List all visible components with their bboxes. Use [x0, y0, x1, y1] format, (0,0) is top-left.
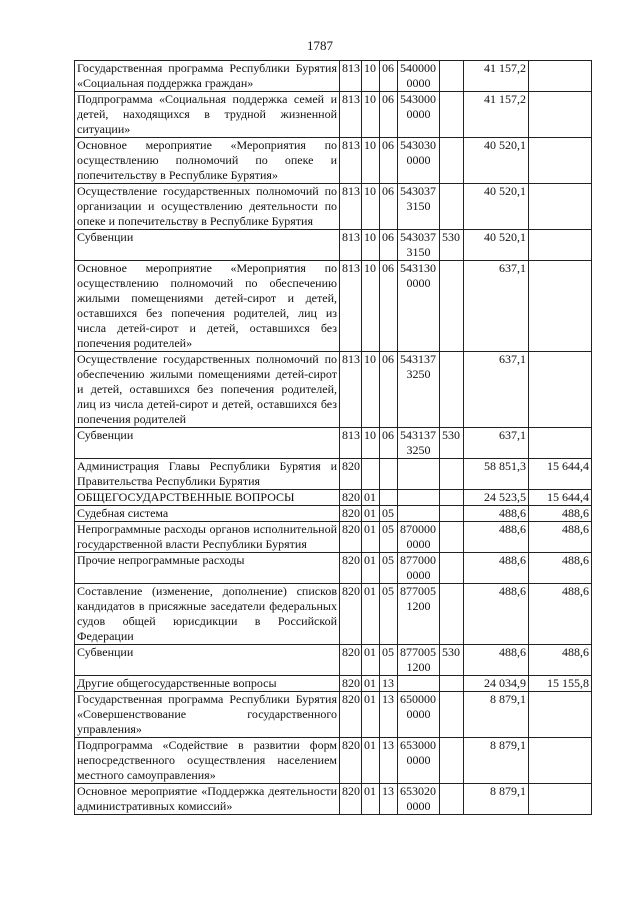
table-row — [75, 428, 592, 459]
row-subvention-amount-cell — [529, 92, 592, 138]
row-target-article-cell — [398, 506, 440, 522]
table-body — [75, 61, 592, 815]
row-expense-type-cell — [440, 459, 464, 490]
row-subsection-cell: 06 — [380, 428, 398, 459]
table-row — [75, 230, 592, 261]
table-row — [75, 584, 592, 645]
row-amount-cell: 41 157,2 — [464, 92, 529, 138]
row-amount-cell: 40 520,1 — [464, 230, 529, 261]
row-expense-type-cell: 530 — [440, 645, 464, 676]
row-subsection-cell: 13 — [380, 692, 398, 738]
row-subvention-amount-cell — [529, 230, 592, 261]
row-name-cell: Субвенции — [75, 645, 340, 676]
row-subvention-amount-cell: 488,6 — [529, 506, 592, 522]
target-article-suffix: 0000 — [406, 76, 431, 90]
target-article-code: 543030 — [400, 138, 436, 152]
row-section-cell: 10 — [362, 352, 380, 428]
row-grbs-cell: 820 — [340, 645, 362, 676]
table-row — [75, 506, 592, 522]
target-article-code: 543000 — [400, 92, 436, 106]
row-section-cell: 10 — [362, 138, 380, 184]
row-section-cell: 01 — [362, 784, 380, 815]
row-expense-type-cell — [440, 261, 464, 352]
row-subvention-amount-cell: 15 644,4 — [529, 490, 592, 506]
row-target-article-cell — [398, 230, 440, 261]
row-expense-type-cell: 530 — [440, 428, 464, 459]
row-target-article-cell — [398, 784, 440, 815]
target-article-suffix: 0000 — [406, 753, 431, 767]
row-subsection-cell: 06 — [380, 261, 398, 352]
row-subvention-amount-cell: 488,6 — [529, 584, 592, 645]
row-grbs-cell: 820 — [340, 738, 362, 784]
row-section-cell: 01 — [362, 738, 380, 784]
row-expense-type-cell — [440, 61, 464, 92]
row-amount-cell: 8 879,1 — [464, 738, 529, 784]
row-expense-type-cell — [440, 522, 464, 553]
row-section-cell: 10 — [362, 261, 380, 352]
row-subsection-cell — [380, 490, 398, 506]
row-subvention-amount-cell — [529, 784, 592, 815]
row-section-cell: 01 — [362, 676, 380, 692]
row-name-cell: Основное мероприятие «Мероприятия по осуществлению полномочий по опеке и попечительству в Республике Бурятия» — [75, 138, 340, 184]
row-name-cell: Подпрограмма «Содействие в развитии форм непосредственного осуществления населением местного самоуправления» — [75, 738, 340, 784]
target-article-suffix: 0000 — [406, 799, 431, 813]
row-subsection-cell: 05 — [380, 522, 398, 553]
row-section-cell: 01 — [362, 645, 380, 676]
row-grbs-cell: 813 — [340, 428, 362, 459]
row-expense-type-cell — [440, 352, 464, 428]
row-subvention-amount-cell: 15 155,8 — [529, 676, 592, 692]
row-section-cell: 01 — [362, 553, 380, 584]
row-target-article-cell — [398, 92, 440, 138]
row-subsection-cell: 06 — [380, 61, 398, 92]
row-amount-cell: 40 520,1 — [464, 184, 529, 230]
row-grbs-cell: 813 — [340, 138, 362, 184]
row-expense-type-cell — [440, 676, 464, 692]
row-grbs-cell: 813 — [340, 261, 362, 352]
row-subsection-cell: 06 — [380, 92, 398, 138]
row-amount-cell: 8 879,1 — [464, 692, 529, 738]
row-amount-cell: 40 520,1 — [464, 138, 529, 184]
row-amount-cell: 488,6 — [464, 553, 529, 584]
target-article-code: 543137 — [400, 352, 436, 366]
row-grbs-cell: 820 — [340, 584, 362, 645]
row-expense-type-cell — [440, 138, 464, 184]
target-article-suffix: 0000 — [406, 707, 431, 721]
row-subvention-amount-cell: 488,6 — [529, 522, 592, 553]
target-article-code: 650000 — [400, 692, 436, 706]
row-grbs-cell: 813 — [340, 352, 362, 428]
target-article-suffix: 0000 — [406, 276, 431, 290]
table-row — [75, 261, 592, 352]
target-article-suffix: 1200 — [406, 660, 431, 674]
row-target-article-cell — [398, 352, 440, 428]
target-article-code: 877005 — [400, 645, 436, 659]
row-amount-cell: 637,1 — [464, 352, 529, 428]
row-target-article-cell — [398, 522, 440, 553]
row-section-cell: 01 — [362, 692, 380, 738]
target-article-suffix: 1200 — [406, 599, 431, 613]
row-name-cell: Другие общегосударственные вопросы — [75, 676, 340, 692]
row-amount-cell: 41 157,2 — [464, 61, 529, 92]
row-target-article-cell — [398, 692, 440, 738]
row-grbs-cell: 813 — [340, 61, 362, 92]
row-target-article-cell — [398, 490, 440, 506]
target-article-suffix: 0000 — [406, 537, 431, 551]
target-article-code: 543037 — [400, 184, 436, 198]
row-target-article-cell — [398, 261, 440, 352]
row-amount-cell: 488,6 — [464, 645, 529, 676]
row-section-cell: 01 — [362, 522, 380, 553]
table-row — [75, 92, 592, 138]
target-article-code: 543037 — [400, 230, 436, 244]
target-article-suffix: 0000 — [406, 568, 431, 582]
row-expense-type-cell — [440, 490, 464, 506]
row-section-cell: 01 — [362, 506, 380, 522]
table-row — [75, 184, 592, 230]
row-section-cell: 10 — [362, 230, 380, 261]
row-amount-cell: 8 879,1 — [464, 784, 529, 815]
row-name-cell: Государственная программа Республики Бурятия «Социальная поддержка граждан» — [75, 61, 340, 92]
row-name-cell: Непрограммные расходы органов исполнительной государственной власти Республики Бурятия — [75, 522, 340, 553]
target-article-suffix: 0000 — [406, 153, 431, 167]
row-section-cell: 10 — [362, 428, 380, 459]
table-row — [75, 522, 592, 553]
row-subsection-cell: 06 — [380, 138, 398, 184]
target-article-code: 653000 — [400, 738, 436, 752]
row-expense-type-cell — [440, 584, 464, 645]
row-grbs-cell: 820 — [340, 490, 362, 506]
row-subvention-amount-cell — [529, 738, 592, 784]
row-subsection-cell: 05 — [380, 506, 398, 522]
page-number: 1787 — [307, 38, 333, 53]
table-row — [75, 676, 592, 692]
row-section-cell: 10 — [362, 61, 380, 92]
row-subvention-amount-cell — [529, 138, 592, 184]
row-subsection-cell: 06 — [380, 184, 398, 230]
target-article-suffix: 3150 — [406, 199, 431, 213]
target-article-code: 653020 — [400, 784, 436, 798]
row-target-article-cell — [398, 738, 440, 784]
row-amount-cell: 637,1 — [464, 428, 529, 459]
row-grbs-cell: 820 — [340, 553, 362, 584]
row-target-article-cell — [398, 184, 440, 230]
row-amount-cell: 488,6 — [464, 584, 529, 645]
row-section-cell — [362, 459, 380, 490]
table-row — [75, 61, 592, 92]
table-row — [75, 784, 592, 815]
row-grbs-cell: 813 — [340, 184, 362, 230]
row-subvention-amount-cell — [529, 261, 592, 352]
row-subsection-cell — [380, 459, 398, 490]
row-expense-type-cell — [440, 784, 464, 815]
target-article-suffix: 3250 — [406, 367, 431, 381]
row-amount-cell: 637,1 — [464, 261, 529, 352]
row-subvention-amount-cell: 488,6 — [529, 645, 592, 676]
target-article-code: 543137 — [400, 428, 436, 442]
table-row — [75, 490, 592, 506]
row-amount-cell: 488,6 — [464, 506, 529, 522]
row-section-cell: 01 — [362, 584, 380, 645]
row-subsection-cell: 05 — [380, 584, 398, 645]
row-name-cell: ОБЩЕГОСУДАРСТВЕННЫЕ ВОПРОСЫ — [75, 490, 340, 506]
row-subsection-cell: 05 — [380, 553, 398, 584]
row-name-cell: Государственная программа Республики Бурятия «Совершенствование государственного управления» — [75, 692, 340, 738]
table-row — [75, 138, 592, 184]
table-row — [75, 692, 592, 738]
row-name-cell: Основное мероприятие «Поддержка деятельности административных комиссий» — [75, 784, 340, 815]
target-article-code: 877005 — [400, 584, 436, 598]
row-amount-cell: 488,6 — [464, 522, 529, 553]
table-row — [75, 352, 592, 428]
row-subvention-amount-cell — [529, 61, 592, 92]
row-name-cell: Осуществление государственных полномочий по обеспечению жилыми помещениями детей-сирот и детей, оставшихся без попечения родителей, лиц из числа детей-сирот и детей, оставшихся без попечения родителей — [75, 352, 340, 428]
row-target-article-cell — [398, 459, 440, 490]
target-article-suffix: 3150 — [406, 245, 431, 259]
row-grbs-cell: 820 — [340, 692, 362, 738]
row-subsection-cell: 06 — [380, 230, 398, 261]
row-section-cell: 10 — [362, 92, 380, 138]
row-subsection-cell: 13 — [380, 676, 398, 692]
row-expense-type-cell — [440, 92, 464, 138]
row-grbs-cell: 820 — [340, 522, 362, 553]
row-expense-type-cell — [440, 553, 464, 584]
target-article-code: 543130 — [400, 261, 436, 275]
row-target-article-cell — [398, 553, 440, 584]
row-expense-type-cell — [440, 738, 464, 784]
row-target-article-cell — [398, 61, 440, 92]
table-row — [75, 553, 592, 584]
row-name-cell: Составление (изменение, дополнение) списков кандидатов в присяжные заседатели федеральных судов общей юрисдикции в Российской Федерации — [75, 584, 340, 645]
row-subvention-amount-cell — [529, 184, 592, 230]
row-grbs-cell: 820 — [340, 506, 362, 522]
row-name-cell: Прочие непрограммные расходы — [75, 553, 340, 584]
row-grbs-cell: 820 — [340, 784, 362, 815]
table-row — [75, 459, 592, 490]
target-article-suffix: 0000 — [406, 107, 431, 121]
row-name-cell: Подпрограмма «Социальная поддержка семей и детей, находящихся в трудной жизненной ситуации» — [75, 92, 340, 138]
row-name-cell: Основное мероприятие «Мероприятия по осуществлению полномочий по обеспечению жилыми помещениями детей-сирот и детей, оставшихся без попечения родителей, лиц из числа детей-сирот и детей, оставшихся без попечения родителей» — [75, 261, 340, 352]
row-expense-type-cell: 530 — [440, 230, 464, 261]
row-grbs-cell: 820 — [340, 459, 362, 490]
row-expense-type-cell — [440, 692, 464, 738]
table-row — [75, 645, 592, 676]
row-expense-type-cell — [440, 506, 464, 522]
row-subsection-cell: 13 — [380, 738, 398, 784]
row-subvention-amount-cell — [529, 428, 592, 459]
row-subvention-amount-cell: 15 644,4 — [529, 459, 592, 490]
row-subsection-cell: 05 — [380, 645, 398, 676]
row-name-cell: Субвенции — [75, 428, 340, 459]
row-grbs-cell: 813 — [340, 92, 362, 138]
row-section-cell: 10 — [362, 184, 380, 230]
row-target-article-cell — [398, 584, 440, 645]
row-target-article-cell — [398, 645, 440, 676]
target-article-code: 870000 — [400, 522, 436, 536]
row-amount-cell: 24 523,5 — [464, 490, 529, 506]
target-article-code: 877000 — [400, 553, 436, 567]
row-subvention-amount-cell: 488,6 — [529, 553, 592, 584]
row-amount-cell: 24 034,9 — [464, 676, 529, 692]
row-subvention-amount-cell — [529, 352, 592, 428]
row-target-article-cell — [398, 138, 440, 184]
row-name-cell: Администрация Главы Республики Бурятия и Правительства Республики Бурятия — [75, 459, 340, 490]
row-grbs-cell: 820 — [340, 676, 362, 692]
row-target-article-cell — [398, 428, 440, 459]
budget-table — [74, 60, 592, 815]
table-row — [75, 738, 592, 784]
target-article-code: 540000 — [400, 61, 436, 75]
row-name-cell: Осуществление государственных полномочий по организации и осуществлению деятельности по опеке и попечительству в Республике Бурятия — [75, 184, 340, 230]
row-subsection-cell: 06 — [380, 352, 398, 428]
row-subvention-amount-cell — [529, 692, 592, 738]
row-expense-type-cell — [440, 184, 464, 230]
target-article-suffix: 3250 — [406, 443, 431, 457]
row-grbs-cell: 813 — [340, 230, 362, 261]
row-amount-cell: 58 851,3 — [464, 459, 529, 490]
row-name-cell: Субвенции — [75, 230, 340, 261]
row-section-cell: 01 — [362, 490, 380, 506]
row-name-cell: Судебная система — [75, 506, 340, 522]
row-subsection-cell: 13 — [380, 784, 398, 815]
row-target-article-cell — [398, 676, 440, 692]
